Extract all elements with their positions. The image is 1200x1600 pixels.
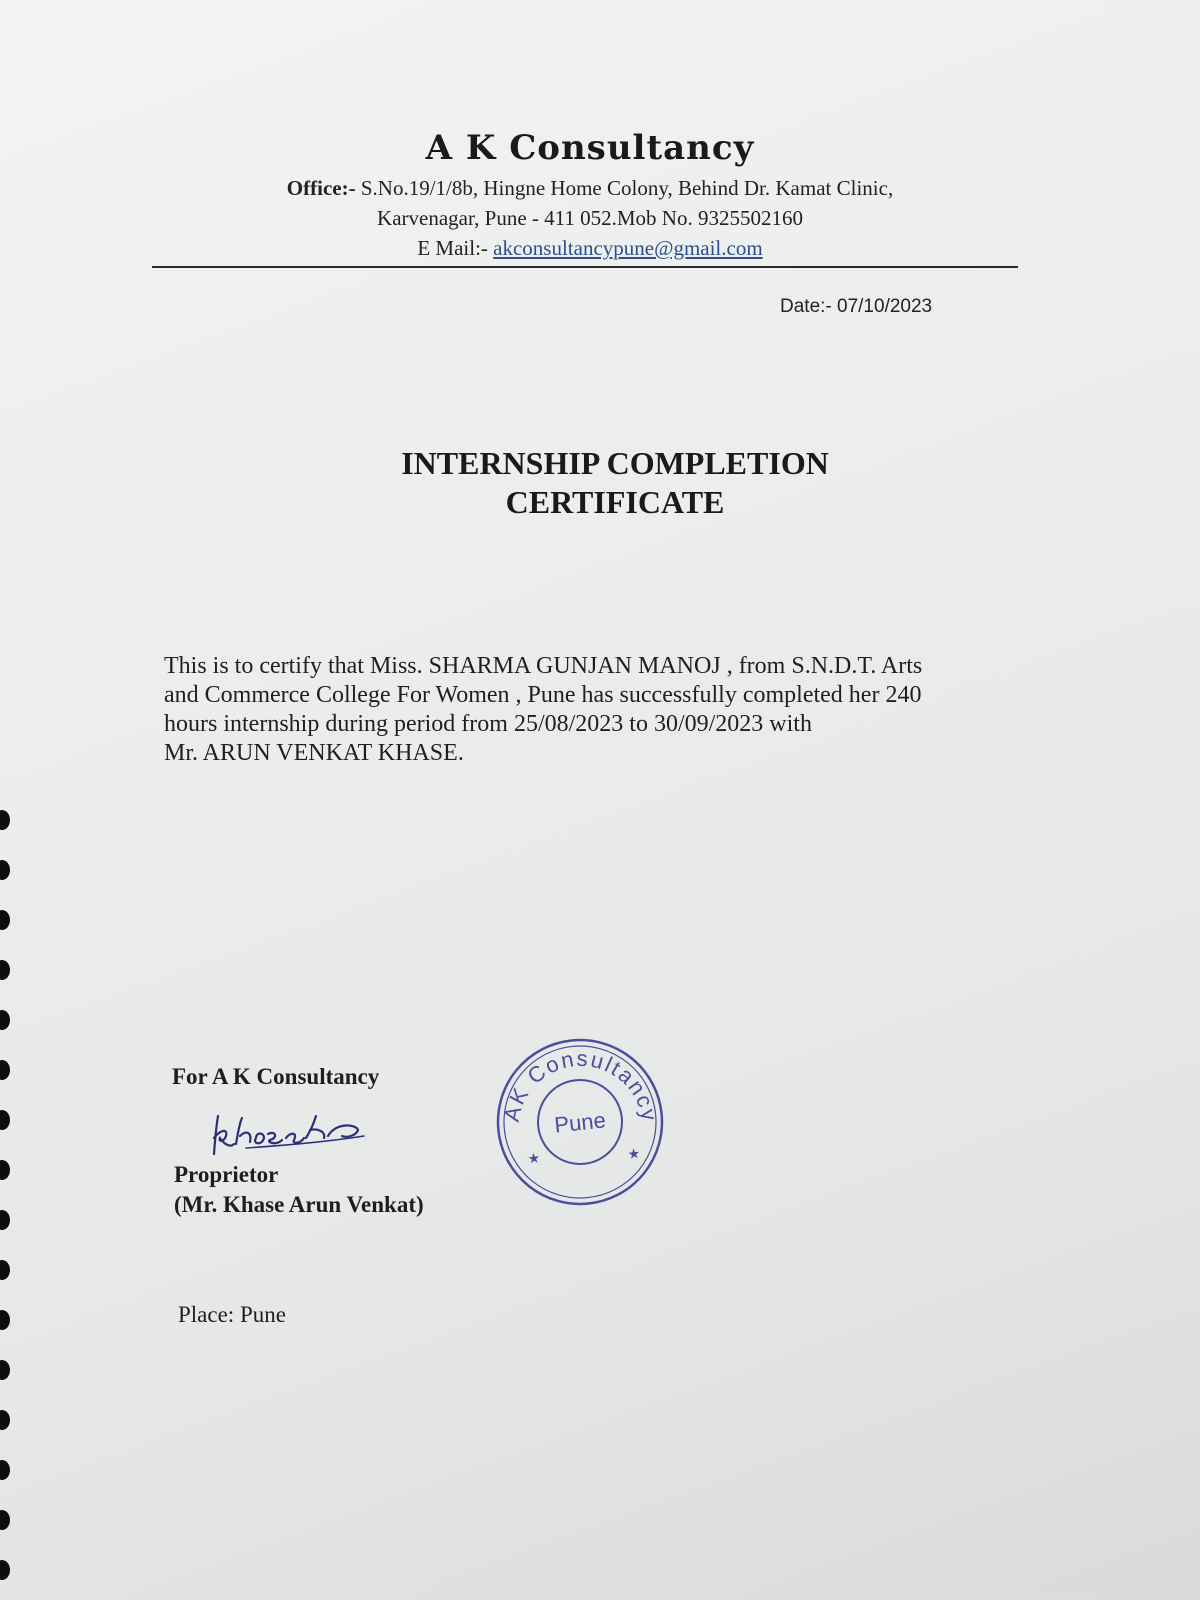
svg-text:Pune: Pune [553, 1107, 607, 1138]
body-line: This is to certify that Miss. SHARMA GUNJAN MANOJ , from S.N.D.T. Arts [164, 653, 923, 679]
body-line: hours internship during period from 25/08/2023 to 30/09/2023 with [164, 711, 812, 737]
office-address-line2: Karvenagar, Pune - 411 052.Mob No. 9325502160 [377, 206, 803, 230]
svg-text:★: ★ [626, 1145, 642, 1164]
place: Place: Pune [178, 1302, 286, 1327]
binding-hole [0, 960, 10, 980]
binding-hole [0, 1010, 10, 1030]
binding-hole [0, 1560, 10, 1580]
email-label: E Mail:- [417, 236, 488, 260]
binding-hole [0, 860, 10, 880]
certificate-title-line2: CERTIFICATE [505, 484, 725, 520]
binding-hole [0, 1260, 10, 1280]
office-label: Office:- [286, 176, 356, 200]
binding-hole [0, 1310, 10, 1330]
signatory-role: Proprietor [174, 1162, 279, 1187]
handwritten-signature [206, 1108, 376, 1160]
svg-text:AK Consultancy: AK Consultancy [498, 1045, 663, 1125]
date: Date:- 07/10/2023 [780, 296, 933, 317]
signatory-block [174, 1160, 424, 1220]
office-address-text: S.No.19/1/8b, Hingne Home Colony, Behind Dr. Kamat Clinic, [360, 176, 894, 200]
binding-hole [0, 1160, 10, 1180]
body-line: Mr. ARUN VENKAT KHASE. [164, 740, 464, 766]
binding-hole [0, 1110, 10, 1130]
binding-hole [0, 1060, 10, 1080]
binding-hole [0, 1510, 10, 1530]
binding-hole [0, 910, 10, 930]
svg-text:★: ★ [526, 1150, 541, 1168]
for-company-label: For A K Consultancy [172, 1064, 380, 1089]
binding-hole [0, 1460, 10, 1480]
certificate-title-line1: INTERNSHIP COMPLETION [401, 445, 829, 481]
office-address-line1 [0, 176, 1180, 201]
company-seal [485, 1027, 674, 1216]
email-link[interactable]: akconsultancypune@gmail.com [493, 236, 763, 260]
binding-hole [0, 1360, 10, 1380]
body-line: and Commerce College For Women , Pune has successfully completed her 240 [164, 682, 922, 708]
binding-hole [0, 1210, 10, 1230]
certificate-title [0, 444, 1200, 522]
company-name: A K Consultancy [425, 128, 755, 168]
header-divider [152, 266, 1018, 268]
binding-hole [0, 810, 10, 830]
binding-hole [0, 1410, 10, 1430]
email-line [0, 236, 1180, 261]
signatory-name: (Mr. Khase Arun Venkat) [174, 1192, 424, 1217]
certificate-body [164, 652, 1034, 768]
